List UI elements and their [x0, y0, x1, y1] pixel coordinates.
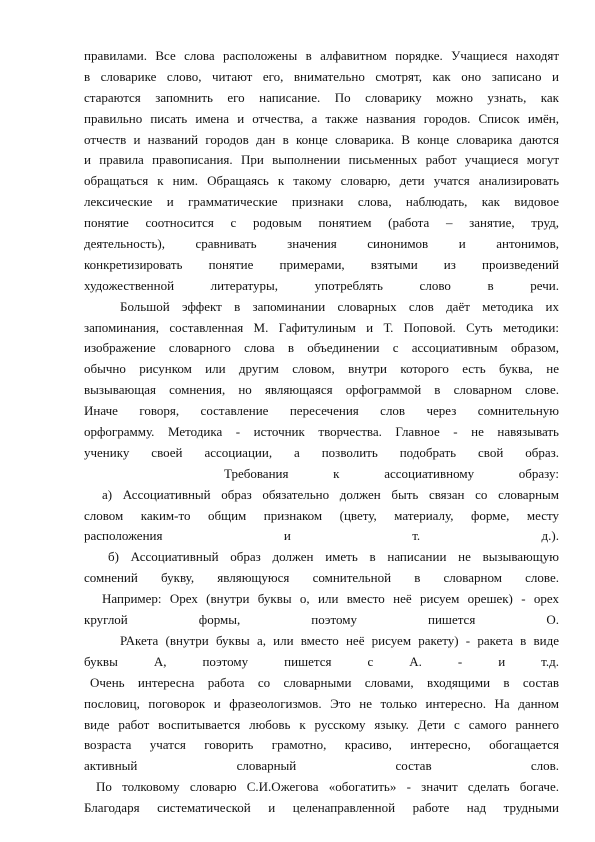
text-line: пословиц, поговорок и фразеологизмов. Это не только интересно. На данном	[84, 695, 559, 711]
text-line: РАкета (внутри буквы а, или вместо неё рисуем ракету) - ракета в виде	[120, 632, 559, 648]
text-line: круглой формы, поэтому пишется О.	[84, 612, 559, 628]
text-line: б) Ассоциативный образ должен иметь в написании не вызывающую	[108, 549, 559, 565]
text-line: запоминания, составленная М. Гафитулиным и Т. Поповой. Суть методики:	[84, 319, 559, 335]
text-line: Иначе говоря, составление пересечения слов через сомнительную	[84, 403, 559, 419]
text-line: возраста учатся говорить грамотно, красиво, интересно, обогащается	[84, 737, 559, 753]
text-line: По толковому словарю С.И.Ожегова «обогатить» - значит сделать богаче.	[96, 779, 559, 795]
text-line: Большой эффект в запоминании словарных слов даёт методика их	[120, 298, 559, 314]
document-body-text	[84, 46, 559, 819]
text-line: расположения и т. д.).	[84, 528, 559, 544]
text-line: изображение словарного слова в объединении с ассоциативным образом,	[84, 340, 559, 356]
text-line: художественной литературы, употреблять слово в речи.	[84, 277, 559, 293]
text-line: и правила правописания. При выполнении письменных работ учащиеся могут	[84, 152, 559, 168]
text-line: обычно рисунком или другим словом, внутри которого есть буква, не	[84, 361, 559, 377]
text-line: Например: Орех (внутри буквы о, или вместо неё рисуем орешек) - орех	[102, 591, 559, 607]
text-line: Очень интересна работа со словарными словами, входящими в состав	[90, 674, 559, 690]
text-line: правильно писать имена и отчества, а также названия городов. Список имён,	[84, 110, 559, 126]
text-line: виде работ воспитывается любовь к русскому языку. Дети с самого раннего	[84, 716, 559, 732]
text-line: обращаться к ним. Обращаясь к такому словарю, дети учатся анализировать	[84, 173, 559, 189]
text-line: конкретизировать понятие примерами, взятыми из произведений	[84, 256, 559, 272]
text-line: деятельность), сравнивать значения синонимов и антонимов,	[84, 236, 559, 252]
text-line: сомнений букву, являющуюся сомнительной в словарном слове.	[84, 570, 559, 586]
text-line: правилами. Все слова расположены в алфавитном порядке. Учащиеся находят	[84, 48, 559, 63]
text-line: активный словарный состав слов.	[84, 758, 559, 774]
text-line: отчеств и названий городов дан в конце словарика. В конце словарика даются	[84, 131, 559, 147]
text-line: стараются запомнить его написание. По словарику можно узнать, как	[84, 89, 559, 105]
text-line: понятие соотносится с родовым понятием (работа – занятие, труд,	[84, 215, 559, 231]
text-line: вызывающая сомнения, но являющаяся орфограммой в словарном слове.	[84, 382, 559, 398]
text-line: орфограмму. Методика - источник творчества. Главное - не навязывать	[84, 424, 559, 440]
text-line: а) Ассоциативный образ обязательно должен быть связан со словарным	[102, 486, 559, 502]
text-line: Благодаря систематической и целенаправленной работе над трудными	[84, 800, 559, 816]
text-line: Требования к ассоциативному образу:	[224, 465, 559, 481]
text-line: лексические и грамматические признаки слова, наблюдать, как видовое	[84, 194, 559, 210]
text-line: в словарике слово, читают его, внимательно смотрят, как оно записано и	[84, 68, 559, 84]
text-line: словом каким-то общим признаком (цвету, материалу, форме, месту	[84, 507, 559, 523]
text-line: ученику своей ассоциации, а позволить подобрать свой образ.	[84, 444, 559, 460]
text-line: буквы А, поэтому пишется с А. - и т.д.	[84, 653, 559, 669]
